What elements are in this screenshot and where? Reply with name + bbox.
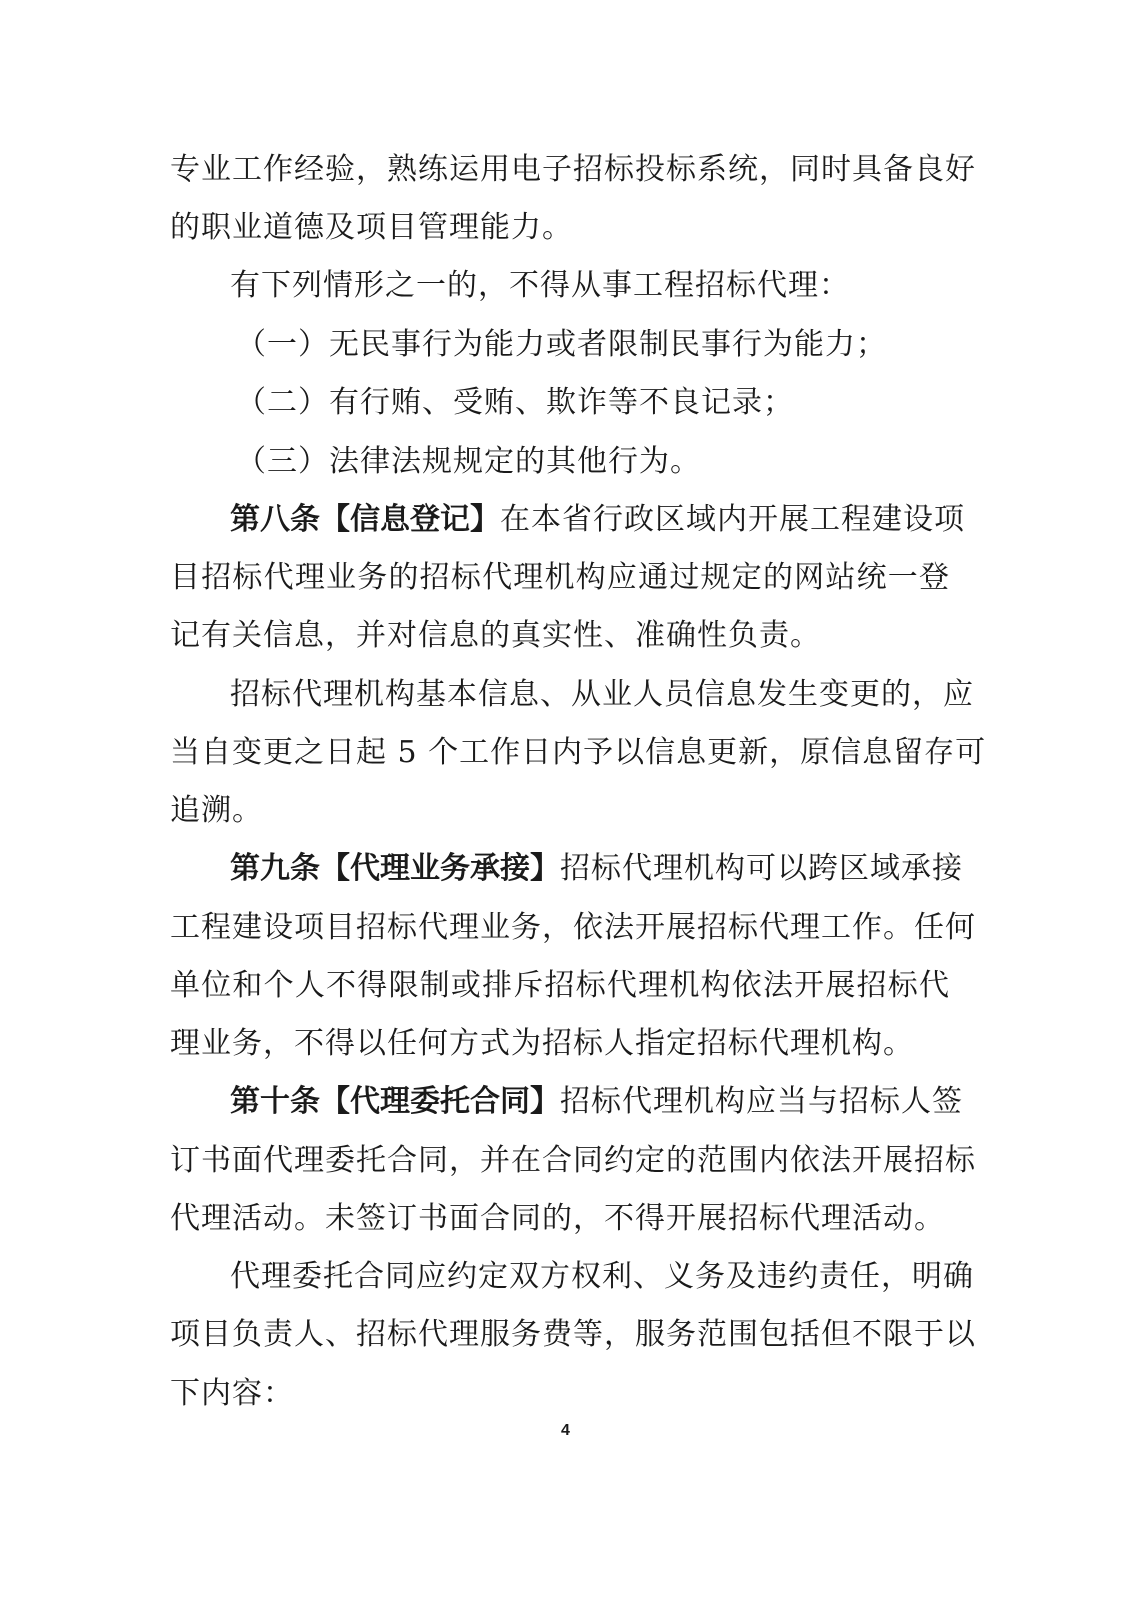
text-line: 订书面代理委托合同，并在合同约定的范围内依法开展招标 xyxy=(170,1143,976,1178)
text-line: 记有关信息，并对信息的真实性、准确性负责。 xyxy=(170,618,821,653)
page-number: 4 xyxy=(561,1422,570,1439)
list-item: （一）无民事行为能力或者限制民事行为能力； xyxy=(236,327,887,362)
text-line: 当自变更之日起 5 个工作日内予以信息更新，原信息留存可 xyxy=(170,735,987,770)
text-line: 追溯。 xyxy=(170,793,263,828)
text-line: 单位和个人不得限制或排斥招标代理机构依法开展招标代 xyxy=(170,968,950,1003)
article-10-line-1: 第十条【代理委托合同】招标代理机构应当与招标人签 xyxy=(230,1084,963,1119)
text-line: 工程建设项目招标代理业务，依法开展招标代理工作。任何 xyxy=(170,910,976,945)
text-line: 目招标代理业务的招标代理机构应通过规定的网站统一登 xyxy=(170,560,950,595)
list-item: （二）有行贿、受贿、欺诈等不良记录； xyxy=(236,385,794,420)
text-line: 理业务，不得以任何方式为招标人指定招标代理机构。 xyxy=(170,1026,914,1061)
article-9-line-1: 第九条【代理业务承接】招标代理机构可以跨区域承接 xyxy=(230,851,963,886)
text-line: 下内容： xyxy=(170,1376,294,1411)
text-line: 招标代理机构基本信息、从业人员信息发生变更的，应 xyxy=(230,677,974,712)
text-line: 项目负责人、招标代理服务费等，服务范围包括但不限于以 xyxy=(170,1317,976,1352)
text-line: 代理委托合同应约定双方权利、义务及违约责任，明确 xyxy=(230,1259,974,1294)
text-line: 有下列情形之一的，不得从事工程招标代理： xyxy=(230,268,850,303)
text-line: 专业工作经验，熟练运用电子招标投标系统，同时具备良好 xyxy=(170,152,976,187)
text-line: 代理活动。未签订书面合同的，不得开展招标代理活动。 xyxy=(170,1201,945,1236)
article-8-heading: 第八条【信息登记】 xyxy=(230,502,500,537)
text-line: 的职业道德及项目管理能力。 xyxy=(170,210,573,245)
article-8-line-1: 第八条【信息登记】在本省行政区域内开展工程建设项 xyxy=(230,502,965,537)
article-9-heading: 第九条【代理业务承接】 xyxy=(230,851,560,886)
article-10-heading: 第十条【代理委托合同】 xyxy=(230,1084,560,1119)
list-item: （三）法律法规规定的其他行为。 xyxy=(236,444,701,479)
